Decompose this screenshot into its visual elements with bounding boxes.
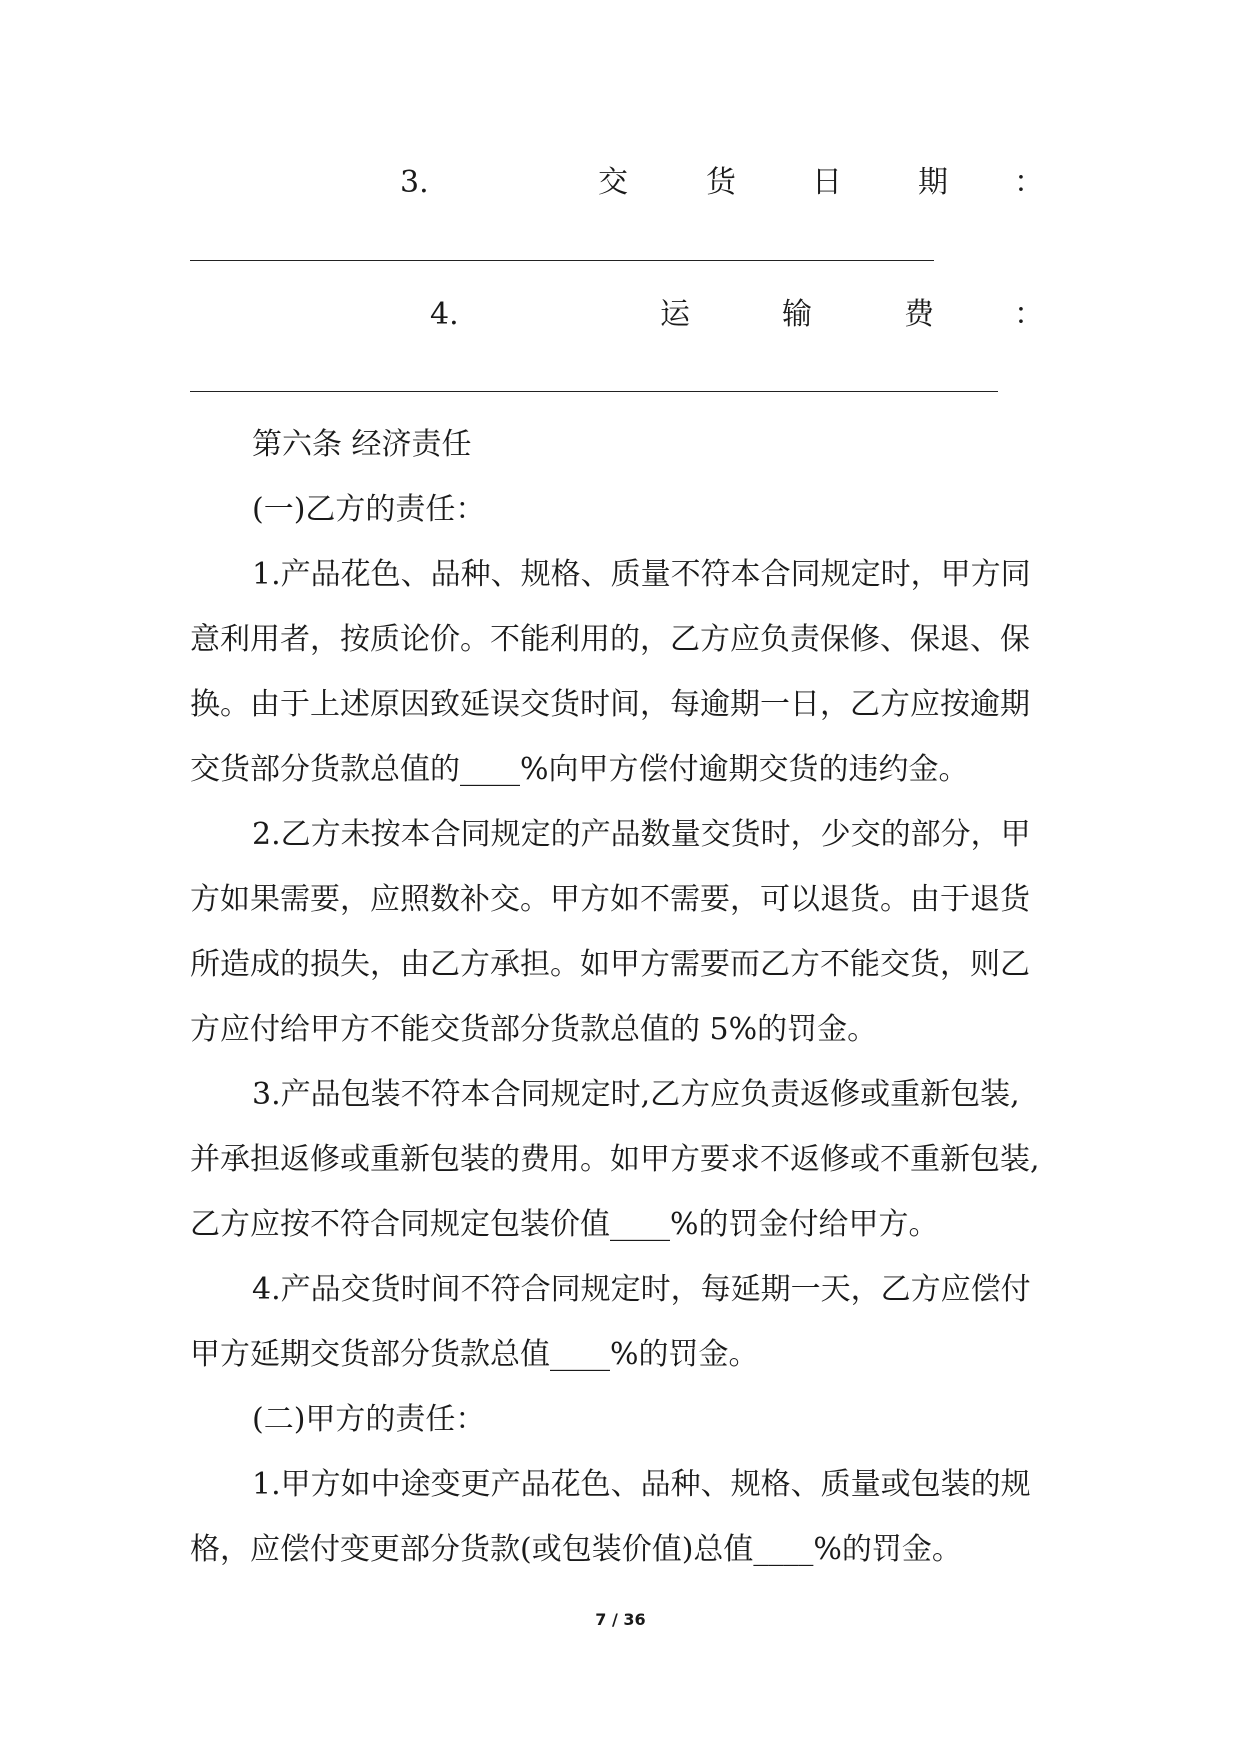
party-a-heading: (二)甲方的责任： bbox=[252, 1402, 486, 1437]
party-b-line: 乙方应按不符合同规定包装价值____%的罚金付给甲方。 bbox=[190, 1207, 939, 1242]
party-b-heading: (一)乙方的责任： bbox=[252, 492, 486, 527]
party-b-line: 所造成的损失，由乙方承担。如甲方需要而乙方不能交货，则乙 bbox=[190, 947, 1030, 982]
party-b-line: 意利用者，按质论价。不能利用的，乙方应负责保修、保退、保 bbox=[190, 622, 1030, 657]
item3-char-1: 交 bbox=[598, 165, 628, 200]
party-b-line: 甲方延期交货部分货款总值____%的罚金。 bbox=[190, 1337, 759, 1372]
item3-char-4: 期 bbox=[918, 165, 948, 200]
item4-char-2: 输 bbox=[782, 297, 812, 332]
party-b-line: 2.乙方未按本合同规定的产品数量交货时，少交的部分，甲 bbox=[252, 817, 1031, 852]
item3-char-2: 货 bbox=[706, 165, 736, 200]
party-b-line: 方如果需要，应照数补交。甲方如不需要，可以退货。由于退货 bbox=[190, 882, 1030, 917]
party-b-line: 1.产品花色、品种、规格、质量不符本合同规定时，甲方同 bbox=[252, 557, 1031, 592]
page-number: 7 / 36 bbox=[595, 1610, 646, 1629]
item4-blank-line bbox=[190, 391, 998, 392]
item4-colon: ： bbox=[1014, 297, 1044, 332]
item3-blank-line bbox=[190, 260, 934, 261]
party-b-line: 4.产品交货时间不符合同规定时，每延期一天，乙方应偿付 bbox=[252, 1272, 1031, 1307]
party-b-line: 换。由于上述原因致延误交货时间，每逾期一日，乙方应按逾期 bbox=[190, 687, 1030, 722]
item4-char-1: 运 bbox=[660, 297, 690, 332]
party-b-line: 3.产品包装不符本合同规定时,乙方应负责返修或重新包装, bbox=[252, 1077, 1020, 1112]
item3-number: 3. bbox=[400, 165, 429, 200]
item3-char-3: 日 bbox=[812, 165, 842, 200]
party-b-line: 交货部分货款总值的____%向甲方偿付逾期交货的违约金。 bbox=[190, 752, 969, 787]
party-b-line: 并承担返修或重新包装的费用。如甲方要求不返修或不重新包装, bbox=[190, 1142, 1040, 1177]
item4-number: 4. bbox=[430, 297, 459, 332]
party-b-line: 方应付给甲方不能交货部分货款总值的 5%的罚金。 bbox=[190, 1012, 878, 1047]
item4-char-3: 费 bbox=[904, 297, 934, 332]
item3-colon: ： bbox=[1014, 165, 1044, 200]
party-a-line: 格，应偿付变更部分货款(或包装价值)总值____%的罚金。 bbox=[190, 1532, 962, 1567]
article-title: 第六条 经济责任 bbox=[252, 427, 472, 462]
party-a-line: 1.甲方如中途变更产品花色、品种、规格、质量或包装的规 bbox=[252, 1467, 1031, 1502]
